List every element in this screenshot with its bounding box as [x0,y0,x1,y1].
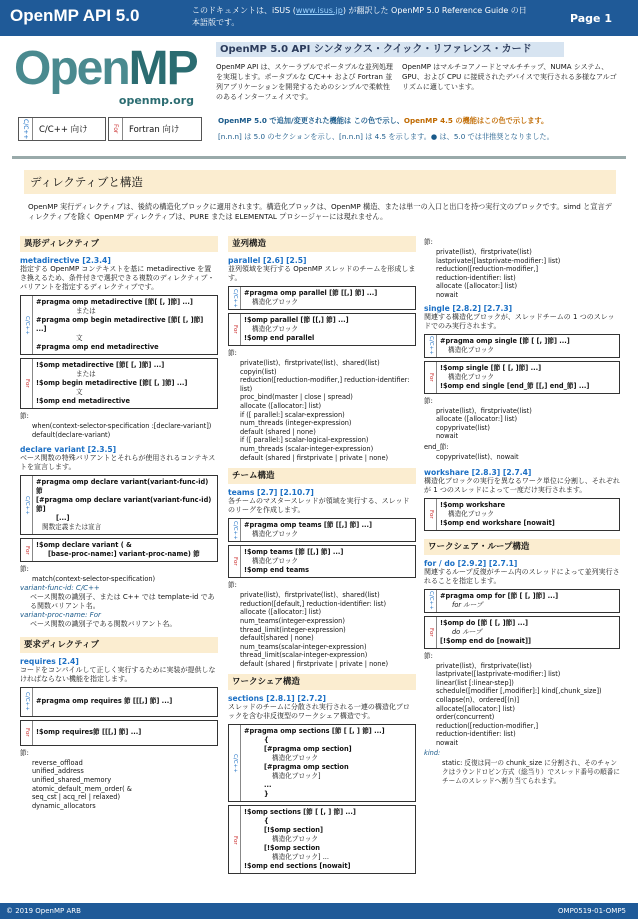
heading-requires: 要求ディレクティブ [20,637,218,653]
clause-label: end_節: [424,442,449,451]
clause-label: 節: [424,396,433,405]
clause-item: copyprivate(list) [436,423,490,432]
teams-c-box: C/C++ #pragma omp teams [節 [[,] 節] ...] 構造化ブロック [228,518,416,542]
clause-item: reduction([reduction-modifier,] [436,721,539,730]
doc-title: OpenMP API 5.0 [10,6,140,25]
teams-title: teams [2.7] [2.10.7] [228,488,314,498]
c-tag: C/C++ [19,118,33,140]
translation-note: このドキュメントは、iSUS (www.isus.jp) が翻訳した OpenMP 5.0 Reference Guide の日本語版です。 [192,6,527,27]
clause-item: private(list)、firstprivate(list)、shared(list) [240,359,380,367]
clause-item: collapse(n)、ordered[(n)] [436,695,520,704]
parallel-f-box: For !$omp parallel [節 [[,] 節] ...] 構造化ブロック !$omp end parallel [228,313,416,346]
clause-item: reduction-identifier: list) [436,273,516,282]
clause-label: 節: [20,565,29,574]
clause-item: dynamic_allocators [32,801,96,810]
declare-variant-desc: ベース関数の特殊バリアントとそれらが使用されるコンテキストを宣言します。 [20,454,216,472]
metadirective-title: metadirective [2.3.4] [20,256,111,265]
requires-f-box: For !$omp requires節 [[[,] 節] ...] [20,720,218,746]
clause-item: copyin(list) [240,367,277,376]
sections-c-box: C/C++ #pragma omp sections [節 [ [, ] 節] ...] { [#pragma omp section] 構造化ブロック [#pragma omp section 構造化ブロック] ... } [228,724,416,802]
single-desc: 関連する構造化ブロックが、スレッドチームの 1 つのスレッドでのみ実行されます。 [424,312,615,330]
teams-desc: 各チームのマスタースレッドが領域を実行する、スレッドのリーグを作成します。 [228,497,410,515]
clause-item: proc_bind(master | close | spread) [240,393,353,402]
page-footer [0,903,638,919]
clause-item: reduction([default,] reduction-identifier: list) [240,599,387,608]
heading-variant: 異形ディレクティブ [20,236,218,252]
clause-item: default(declare-variant) [32,430,111,439]
clause-item: private(list)、firstprivate(list) [436,406,532,415]
requires-desc: コードをコンパイルして正しく実行するために実装が提供しなければならない機能を指定します。 [20,665,216,683]
clause-item: num_threads (scalar-integer-expression) [240,444,374,453]
clause-item: num_threads (integer-expression) [240,419,352,428]
requires-title: requires [2.4] [20,656,79,666]
clause-label: 節: [228,349,237,357]
clause-label: 節: [424,651,433,660]
for-do-desc: 関連するループ反復がチーム内のスレッドによって並列実行されることを指定します。 [424,567,620,585]
metadirective-f-box: For !$omp metadirective [節[ [, ]節] ...] または !$omp begin metadirective [節[ [, ]節] ...] 文 !$omp end metadirective [20,358,218,409]
clause-item: if ([ parallel:] scalar-expression) [240,410,345,419]
clause-item: private(list)、firstprivate(list) [436,661,532,670]
do-f-box: For !$omp do [節 [ [, ]節] ...] do ループ [!$omp end do [nowait]] [424,616,620,649]
page-number: Page 1 [569,12,612,25]
clause-item: allocate ([allocator:] list) [436,415,518,424]
clause-item: atomic_default_mem_order( & [32,784,132,793]
clause-item: default (shared | none) [240,427,316,436]
clause-item: lastprivate([lastprivate-modifier:] list) [436,670,561,679]
clause-item: reduction-identifier: list) [436,730,516,739]
intro-left: OpenMP API は、スケーラブルでポータブルな並列処理を実現します。ポータブルな C/C++ および Fortran 並列アプリケーションを開発するためのシンプルで柔軟性のあるインターフェイスです。 [216,63,393,101]
column-1 [20,236,218,810]
heading-parallel: 並列構造 [228,236,416,252]
clause-item: allocate ([allocator:] list) [240,608,322,617]
clause-item: order(concurrent) [436,713,495,722]
column-3 [424,236,620,785]
for-c-box: C/C++ #pragma omp for [節 [ [, ]節] ...] for ループ [424,589,620,613]
clause-label: 節: [20,412,29,420]
single-title: single [2.8.2] [2.7.3] [424,303,513,313]
heading-workshare: ワークシェア構造 [228,674,416,690]
parallel-title: parallel [2.6] [2.5] [228,256,307,265]
c-legend-label: C/C++ 向け [39,125,88,135]
color-note: OpenMP 5.0 で追加/変更された機能は この色で示し、OpenMP 4.5 の機能はこの色で示します。 [218,116,549,125]
clause-item: private(list)、firstprivate(list) [436,248,532,256]
clause-item: default (shared | firstprivate | private | none) [240,453,389,462]
parallel-c-box: C/C++ #pragma omp parallel [節 [[,] 節] ...] 構造化ブロック [228,286,416,310]
clause-item: seq_cst | acq_rel | relaxed) [32,793,121,802]
clause-item: allocate ([allocator:] list) [240,401,322,410]
copyright: © 2019 OpenMP ARB [6,907,81,915]
clause-item: unified_shared_memory [32,775,112,784]
clause-item: copyprivate(list)、nowait [436,452,519,461]
f-legend-label: Fortran 向け [129,125,180,135]
variant-note: variant-func-id: C/C++ [20,583,100,592]
parallel-desc: 並列領域を実行する OpenMP スレッドのチームを形成します。 [228,265,416,282]
single-f-box: For !$omp single [節 [ [, ]節] ...] 構造化ブロック !$omp end single [end_節 [[,] end_節] ...] [424,361,620,394]
openmp-logo: OpenMP openmp.org [14,42,197,107]
clause-label: 節: [20,748,29,757]
sections-title: sections [2.8.1] [2.7.2] [228,694,326,704]
workshare-title: workshare [2.8.3] [2.7.4] [424,467,532,477]
sections-desc: スレッドのチームに分散され実行される一連の構造化ブロックを含む非反復型のワークシェア構造です。 [228,703,410,721]
declare-variant-title: declare variant [2.3.5] [20,445,117,455]
divider [12,156,626,159]
kind-label: kind: [424,749,441,758]
clause-item: schedule([modifier [,modifier]:] kind[,chunk_size]) [436,687,602,696]
clause-item: default(shared | none) [240,634,314,643]
variant-note: ベース関数の識別子、または C++ では template-id である関数バリアント名。 [30,592,215,610]
clause-label: 節: [228,581,237,590]
kind-item: static: 反復は同一の chunk_size に分割され、そのチャンクはラウンドロビン方式（総当り）でスレッド番号の順番にチームのスレッドへ割り当てられます。 [442,759,620,785]
clause-item: match(context-selector-specification) [32,575,156,584]
clause-item: nowait [436,290,459,299]
clause-item: thread_limit(integer-expression) [240,625,346,634]
clause-item: lastprivate([lastprivate-modifier:] list) [436,256,561,265]
clause-item: nowait [436,738,459,747]
clause-item: num_teams(scalar-integer-expression) [240,642,367,651]
clause-item: reduction([reduction-modifier,] [436,265,539,274]
clause-item: if ([ parallel:] scalar-logical-expression) [240,436,369,445]
clause-item: default (shared | firstprivate | private | none) [240,659,389,668]
clause-item: nowait [436,432,459,441]
doc-code: OMP0519-01-OMP5 [558,907,626,915]
variant-note: ベース関数の識別子である関数バリアント名。 [30,619,177,628]
section-description: OpenMP 実行ディレクティブは、後続の構造化ブロックに適用されます。構造化ブロックは、OpenMP 構造、または単一の入口と出口を持つ実行文のブロックです。simd と宣言ディレクティブを除く OpenMP ディレクティブは、PURE または ELEMENTAL プロシージャーには現れません。 [28,202,612,221]
section-title: ディレクティブと構造 [24,170,616,194]
section-note: [n.n.n] は 5.0 のセクションを示し、[n.n.n] は 4.5 を示します。● は、5.0 では非推奨となりました。 [218,132,554,141]
metadirective-desc: 指定する OpenMP コンテキストを基に metadirective を置き換えるため、条件付きで選択できる複数のディレクティブ・バリアントを指定するディレクティブです。 [20,265,215,291]
column-2 [228,236,416,877]
declare-variant-f-box: For !$omp declare variant ( & [base-proc-name:] variant-proc-name) 節 [20,538,218,562]
clause-item: private(list)、firstprivate(list)、shared(list) [240,591,380,600]
fortran-legend [108,117,202,141]
clause-item: unified_address [32,767,84,776]
workshare-desc: 構造化ブロックの実行を異なるワーク単位に分割し、それぞれが 1 つのスレッドによって一度だけ実行されます。 [424,476,620,494]
clause-item: thread_limit(scalar-integer-expression) [240,651,368,660]
single-c-box: C/C++ #pragma omp single [節 [ [, ]節] ...] 構造化ブロック [424,334,620,358]
for-do-title: for / do [2.9.2] [2.7.1] [424,558,518,568]
clause-item: allocate ([allocator:] list) [436,282,518,291]
clause-item: allocate([allocator:] list) [436,704,515,713]
clause-item: num_teams(integer-expression) [240,616,345,625]
declare-variant-c-box: C/C++ #pragma omp declare variant(variant-func-id) 節 [#pragma omp declare variant(variant-func-id) 節] [...] 関数定義または宣言 [20,475,218,535]
clause-item: reduction([reduction-modifier,] reduction-identifier: list) [240,376,410,393]
f-tag: For [109,118,123,140]
variant-note: variant-proc-name: For [20,610,101,619]
c-legend [18,117,106,141]
sections-f-box: For !$omp sections [節 [ [, ] 節] ...] { [!$omp section] 構造化ブロック [!$omp section 構造化ブロック] ... !$omp end sections [nowait] [228,805,416,874]
page-header [0,0,638,36]
isus-link[interactable]: www.isus.jp [295,6,343,15]
metadirective-c-box: C/C++ #pragma omp metadirective [節[ [, ]節] ...] または #pragma omp begin metadirective [節[ [, ]節] ...] 文 #pragma omp end metadirective [20,295,218,355]
requires-c-box: C/C++ #pragma omp requires 節 [[[,] 節] ...] [20,687,218,717]
teams-f-box: For !$omp teams [節 [[,] 節] ...] 構造化ブロック !$omp end teams [228,545,416,578]
intro-right: OpenMP はマルチコアノードとマルチチップ、NUMA システム、GPU、および CPU に接続されたデバイスで実行される多様なアルゴリズムに適しています。 [402,63,617,91]
heading-teams: チーム構造 [228,468,416,484]
clause-label: 節: [424,238,433,246]
clause-item: when(context-selector-specification :[declare-variant]) [32,422,212,430]
workshare-f-box: For !$omp workshare 構造化ブロック !$omp end workshare [nowait] [424,498,620,531]
quick-ref-title: OpenMP 5.0 API シンタックス・クイック・リファレンス・カード [216,42,564,57]
clause-item: linear(list [:linear-step]) [436,678,514,687]
heading-loop: ワークシェア・ループ構造 [424,539,620,555]
clause-item: reverse_offload [32,758,83,767]
